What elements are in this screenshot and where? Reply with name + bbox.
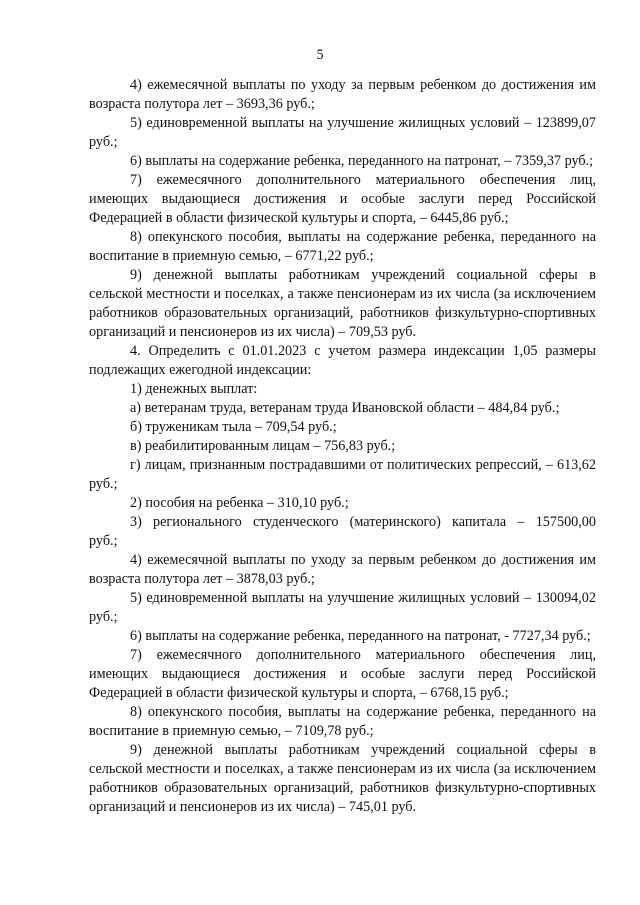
paragraph: 9) денежной выплаты работникам учреждений социальной сферы в сельской местности и поселках, а также пенсионерам из их числа (за исключением работников образовательных организаций, работников физкультурно-спортивных организаций и пенсионеров из их числа) – 709,53 руб. — [89, 267, 596, 340]
paragraph: 1) денежных выплат: — [130, 381, 258, 397]
paragraph: б) труженикам тыла – 709,54 руб.; — [130, 419, 337, 435]
document-body — [89, 76, 596, 817]
paragraph: 8) опекунского пособия, выплаты на содержание ребенка, переданного на воспитание в приемную семью, – 6771,22 руб.; — [89, 229, 596, 264]
paragraph: 4. Определить с 01.01.2023 с учетом размера индексации 1,05 размеры подлежащих ежегодной индексации: — [89, 343, 596, 378]
paragraph: г) лицам, признанным пострадавшими от политических репрессий, – 613,62 руб.; — [89, 457, 596, 492]
paragraph: 9) денежной выплаты работникам учреждений социальной сферы в сельской местности и поселках, а также пенсионерам из их числа (за исключением работников образовательных организаций, работников физкультурно-спортивных организаций и пенсионеров из их числа) – 745,01 руб. — [89, 742, 596, 815]
paragraph: 7) ежемесячного дополнительного материального обеспечения лиц, имеющих выдающиеся достижения и особые заслуги перед Российской Федерацией в области физической культуры и спорта, – 6768,15 руб.; — [89, 647, 596, 701]
page-number: 5 — [316, 47, 324, 63]
paragraph: 6) выплаты на содержание ребенка, переданного на патронат, - 7727,34 руб.; — [130, 628, 591, 644]
paragraph: 5) единовременной выплаты на улучшение жилищных условий – 130094,02 руб.; — [89, 590, 596, 625]
paragraph: 6) выплаты на содержание ребенка, переданного на патронат, – 7359,37 руб.; — [130, 153, 594, 169]
paragraph: а) ветеранам труда, ветеранам труда Ивановской области – 484,84 руб.; — [130, 400, 560, 416]
paragraph: 7) ежемесячного дополнительного материального обеспечения лиц, имеющих выдающиеся достижения и особые заслуги перед Российской Федерацией в области физической культуры и спорта, – 6445,86 руб.; — [89, 172, 596, 226]
paragraph: 2) пособия на ребенка – 310,10 руб.; — [130, 495, 349, 511]
paragraph: 4) ежемесячной выплаты по уходу за первым ребенком до достижения им возраста полутора лет – 3878,03 руб.; — [89, 552, 596, 587]
paragraph: 3) регионального студенческого (материнского) капитала – 157500,00 руб.; — [89, 514, 596, 549]
paragraph: 8) опекунского пособия, выплаты на содержание ребенка, переданного на воспитание в приемную семью, – 7109,78 руб.; — [89, 704, 596, 739]
paragraph: 4) ежемесячной выплаты по уходу за первым ребенком до достижения им возраста полутора лет – 3693,36 руб.; — [89, 77, 596, 112]
paragraph: в) реабилитированным лицам – 756,83 руб.; — [130, 438, 396, 454]
paragraph: 5) единовременной выплаты на улучшение жилищных условий – 123899,07 руб.; — [89, 115, 596, 150]
